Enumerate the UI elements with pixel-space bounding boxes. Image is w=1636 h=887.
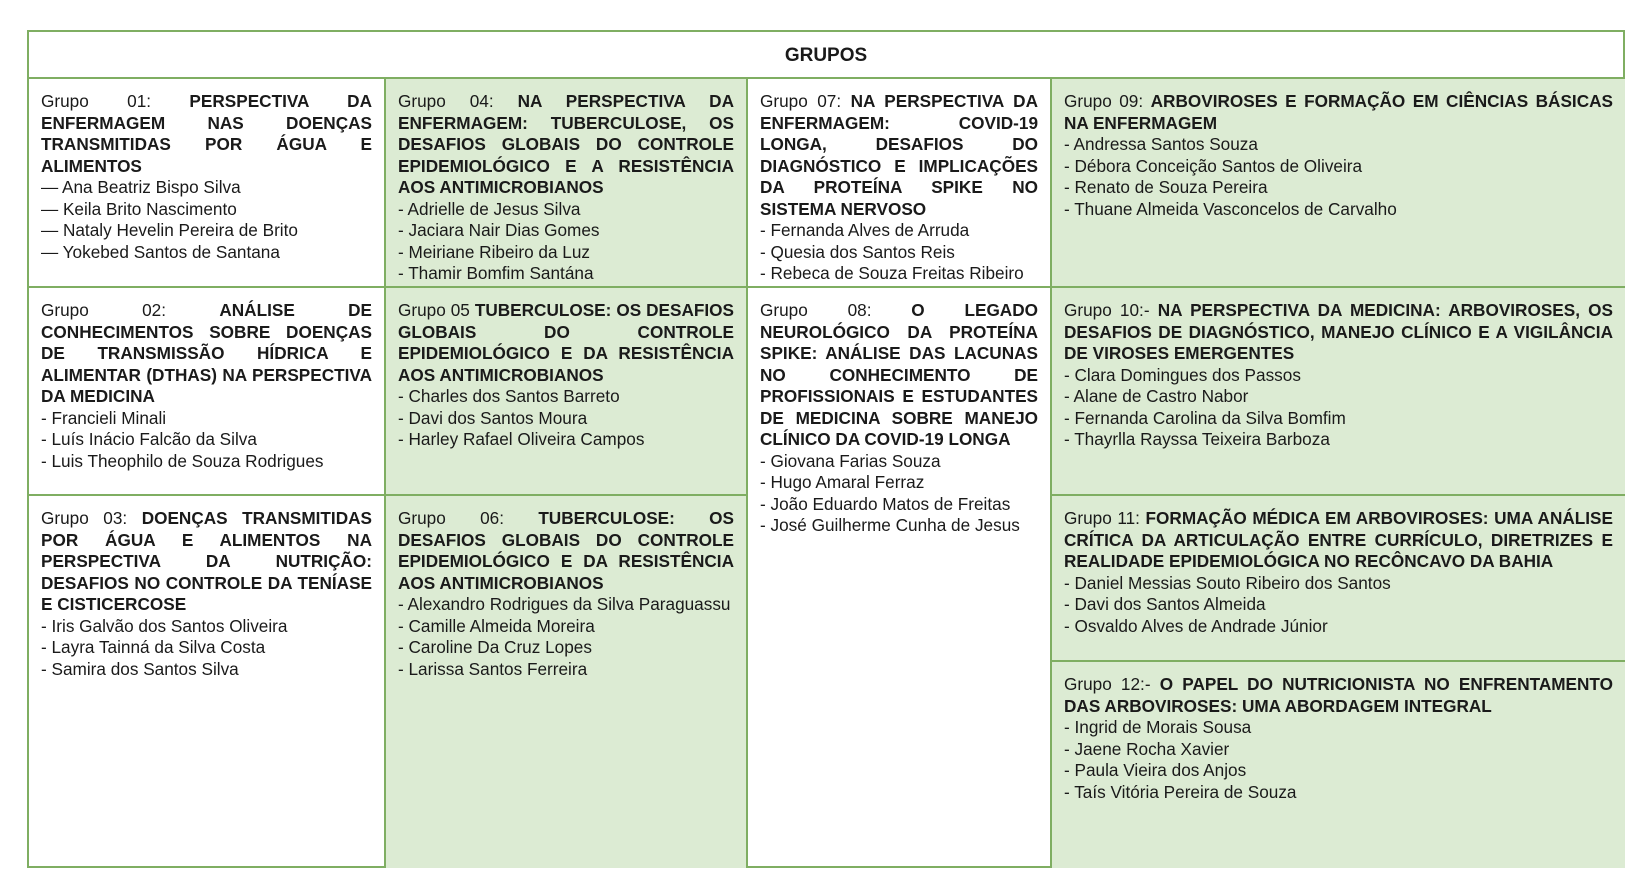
member: - Renato de Souza Pereira: [1064, 177, 1268, 197]
group-12-cell: [1052, 662, 1625, 868]
group-07-cell: [748, 79, 1050, 288]
group-label: Grupo 07:: [760, 91, 842, 111]
group-01-heading: [41, 91, 372, 177]
member: - Fernanda Alves de Arruda: [760, 220, 970, 240]
group-theme: TUBERCULOSE: OS DESAFIOS GLOBAIS DO CONTROLE EPIDEMIOLÓGICO E DA RESISTÊNCIA AOS ANTIMICROBIANOS: [398, 508, 735, 593]
member: - Camille Almeida Moreira: [398, 615, 595, 636]
column-divider: [746, 79, 748, 868]
member: - Débora Conceição Santos de Oliveira: [1064, 155, 1363, 176]
column-divider: [384, 79, 386, 868]
row-divider: [29, 494, 746, 496]
group-label: Grupo 04:: [398, 91, 494, 111]
group-theme: DOENÇAS TRANSMITIDAS POR ÁGUA E ALIMENTOS NA PERSPECTIVA DA NUTRIÇÃO: DESAFIOS NO CONTROLE DA TENÍASE E CISTICERCOSE: [41, 508, 372, 614]
row-divider: [1050, 494, 1625, 496]
group-12-heading: [1064, 674, 1613, 717]
group-10-heading: [1064, 300, 1613, 365]
member: - Charles dos Santos Barreto: [398, 386, 620, 406]
group-label: Grupo 02:: [41, 300, 166, 320]
group-theme: NA PERSPECTIVA DA ENFERMAGEM: COVID-19 LONGA, DESAFIOS DO DIAGNÓSTICO E IMPLICAÇÕES DA PROTEÍNA SPIKE NO SISTEMA NERVOSO: [760, 91, 1038, 219]
member: - Samira dos Santos Silva: [41, 658, 239, 679]
group-07-heading: [760, 91, 1038, 220]
groups-table: [27, 30, 1625, 868]
member: - Layra Tainná da Silva Costa: [41, 637, 266, 657]
row-divider: [1050, 286, 1625, 288]
member: - Francieli Minali: [41, 407, 167, 428]
group-11-heading: [1064, 508, 1613, 573]
member: - Adrielle de Jesus Silva: [398, 198, 581, 219]
group-08-heading: [760, 300, 1038, 451]
member: — Keila Brito Nascimento: [41, 198, 237, 219]
member: - Ingrid de Morais Sousa: [1064, 717, 1252, 737]
group-06-cell: [386, 496, 746, 868]
member: - Alexandro Rodrigues da Silva Paraguassu: [398, 594, 731, 614]
column-divider: [1050, 79, 1052, 868]
member: - Giovana Farias Souza: [760, 450, 941, 471]
member: - José Guilherme Cunha de Jesus: [760, 515, 1020, 535]
member: - Fernanda Carolina da Silva Bomfim: [1064, 407, 1346, 428]
group-label: Grupo 11:: [1064, 508, 1140, 528]
group-label: Grupo 05: [398, 300, 470, 320]
group-04-heading: [398, 91, 734, 199]
member: - Rebeca de Souza Freitas Ribeiro: [760, 263, 1024, 283]
group-11-cell: [1052, 496, 1625, 662]
group-02-heading: [41, 300, 372, 408]
group-theme: FORMAÇÃO MÉDICA EM ARBOVIROSES: UMA ANÁLISE CRÍTICA DA ARTICULAÇÃO ENTRE CURRÍCULO, DIRETRIZES E REALIDADE EPIDEMIOLÓGICA NO RECÔNCAVO DA BAHIA: [1064, 508, 1613, 571]
member: - Davi dos Santos Moura: [398, 407, 588, 428]
group-theme: NA PERSPECTIVA DA ENFERMAGEM: TUBERCULOSE, OS DESAFIOS GLOBAIS DO CONTROLE EPIDEMIOLÓGICO E A RESISTÊNCIA AOS ANTIMICROBIANOS: [398, 91, 734, 197]
member: - Larissa Santos Ferreira: [398, 658, 588, 679]
group-theme: TUBERCULOSE: OS DESAFIOS GLOBAIS DO CONTROLE EPIDEMIOLÓGICO E DA RESISTÊNCIA AOS ANTIMICROBIANOS: [398, 300, 734, 385]
row-divider: [1050, 660, 1625, 662]
member: — Yokebed Santos de Santana: [41, 241, 280, 262]
member: - Harley Rafael Oliveira Campos: [398, 429, 645, 449]
table-title: GRUPOS: [29, 32, 1623, 79]
group-04-cell: [386, 79, 746, 288]
group-theme: NA PERSPECTIVA DA MEDICINA: ARBOVIROSES, OS DESAFIOS DE DIAGNÓSTICO, MANEJO CLÍNICO E A VIGILÂNCIA DE VIROSES EMERGENTES: [1064, 300, 1613, 363]
row-divider: [29, 286, 1050, 288]
group-theme: O PAPEL DO NUTRICIONISTA NO ENFRENTAMENTO DAS ARBOVIROSES: UMA ABORDAGEM INTEGRAL: [1064, 674, 1613, 716]
member: - Luís Inácio Falcão da Silva: [41, 429, 257, 449]
group-label: Grupo 09:: [1064, 91, 1144, 111]
group-10-cell: [1052, 288, 1625, 496]
member: - Quesia dos Santos Reis: [760, 241, 955, 262]
member: - Thuane Almeida Vasconcelos de Carvalho: [1064, 198, 1397, 219]
group-theme: PERSPECTIVA DA ENFERMAGEM NAS DOENÇAS TRANSMITIDAS POR ÁGUA E ALIMENTOS: [41, 91, 373, 176]
member: - Clara Domingues dos Passos: [1064, 364, 1301, 385]
member: - Thayrlla Rayssa Teixeira Barboza: [1064, 429, 1330, 449]
member: - Thamir Bomfim Santána: [398, 263, 594, 283]
member: - Osvaldo Alves de Andrade Júnior: [1064, 615, 1328, 636]
group-label: Grupo 08:: [760, 300, 872, 320]
member: - Andressa Santos Souza: [1064, 134, 1258, 154]
member: - Jaciara Nair Dias Gomes: [398, 220, 600, 240]
member: - Davi dos Santos Almeida: [1064, 594, 1266, 614]
member: - Alane de Castro Nabor: [1064, 386, 1249, 406]
group-label: Grupo 12:-: [1064, 674, 1151, 694]
group-label: Grupo 10:-: [1064, 300, 1150, 320]
group-09-heading: [1064, 91, 1613, 134]
group-03-heading: [41, 508, 372, 616]
group-theme: ANÁLISE DE CONHECIMENTOS SOBRE DOENÇAS DE TRANSMISSÃO HÍDRICA E ALIMENTAR (DTHAS) NA PERSPECTIVA DA MEDICINA: [41, 300, 372, 406]
member: - Jaene Rocha Xavier: [1064, 738, 1230, 759]
group-theme: ARBOVIROSES E FORMAÇÃO EM CIÊNCIAS BÁSICAS NA ENFERMAGEM: [1064, 91, 1614, 133]
group-theme: O LEGADO NEUROLÓGICO DA PROTEÍNA SPIKE: ANÁLISE DAS LACUNAS NO CONHECIMENTO DE PROFISSIONAIS E ESTUDANTES DE MEDICINA SOBRE MANEJO CLÍNICO DA COVID-19 LONGA: [760, 300, 1039, 449]
group-02-cell: [29, 288, 384, 496]
group-label: Grupo 06:: [398, 508, 504, 528]
member: - João Eduardo Matos de Freitas: [760, 493, 1011, 514]
group-06-heading: [398, 508, 734, 594]
member: - Daniel Messias Souto Ribeiro dos Santos: [1064, 572, 1391, 593]
group-03-cell: [29, 496, 384, 868]
member: - Paula Vieira dos Anjos: [1064, 760, 1247, 780]
group-05-cell: [386, 288, 746, 496]
group-label: Grupo 01:: [41, 91, 152, 111]
group-08-cell: [748, 288, 1050, 868]
member: - Caroline Da Cruz Lopes: [398, 637, 592, 657]
member: — Ana Beatriz Bispo Silva: [41, 177, 241, 197]
group-05-heading: [398, 300, 734, 386]
member: - Hugo Amaral Ferraz: [760, 472, 925, 492]
member: - Iris Galvão dos Santos Oliveira: [41, 615, 288, 636]
member: - Taís Vitória Pereira de Souza: [1064, 781, 1297, 802]
member: - Meiriane Ribeiro da Luz: [398, 241, 591, 262]
group-09-cell: [1052, 79, 1625, 288]
group-01-cell: [29, 79, 384, 288]
group-label: Grupo 03:: [41, 508, 128, 528]
member: - Luis Theophilo de Souza Rodrigues: [41, 450, 324, 471]
member: — Nataly Hevelin Pereira de Brito: [41, 220, 298, 240]
